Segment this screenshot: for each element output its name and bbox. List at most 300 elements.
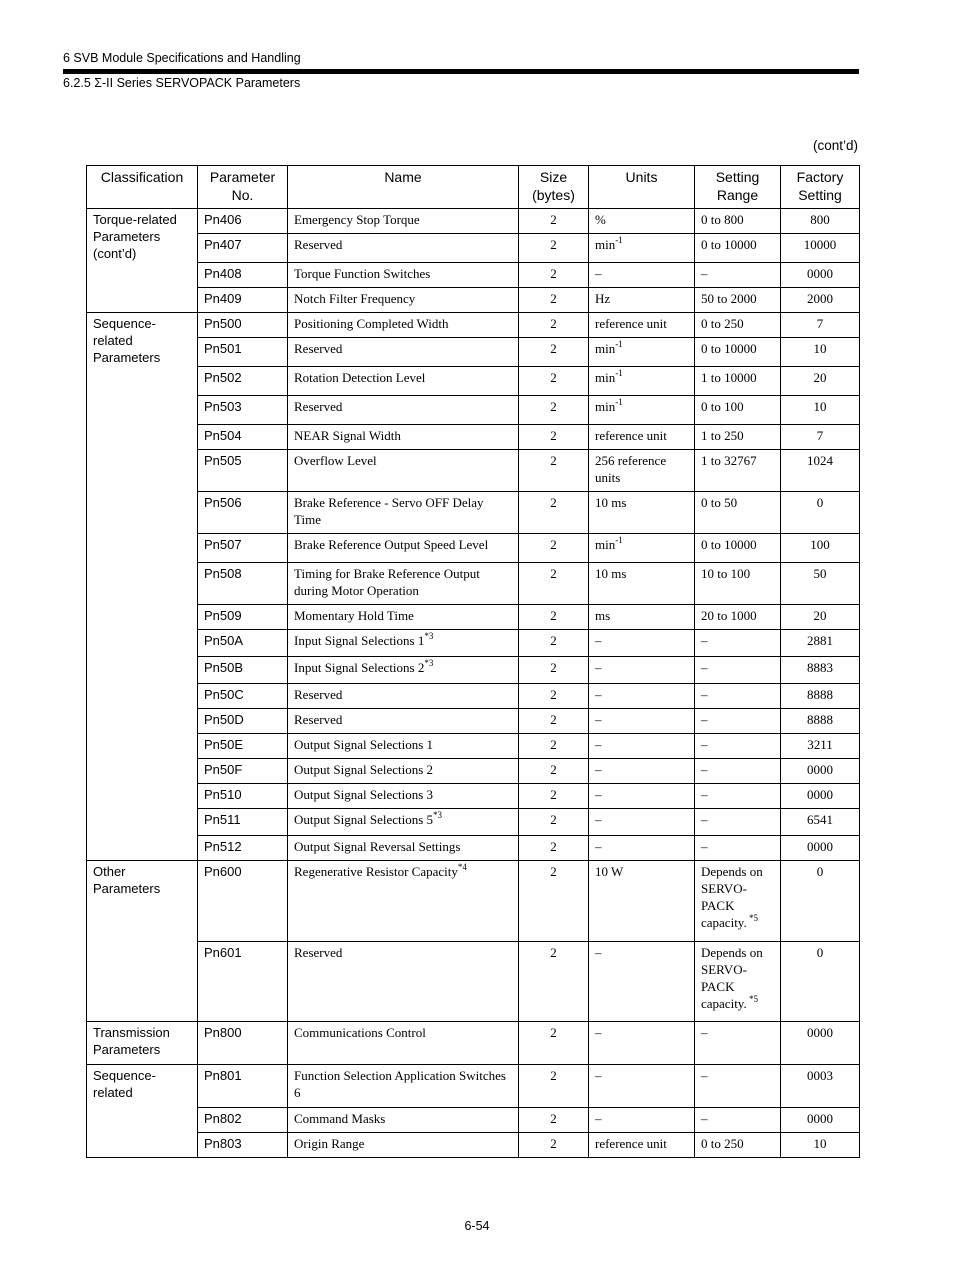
col-header-units: Units <box>589 166 695 209</box>
setting-range-cell-text: 10 to 100 <box>701 566 751 581</box>
units-cell <box>589 605 695 630</box>
factory-setting-cell <box>781 784 860 809</box>
factory-setting-cell-text: 10000 <box>803 237 837 252</box>
setting-range-cell-text: 1 to 10000 <box>701 370 757 385</box>
name-cell-text: NEAR Signal Width <box>294 428 401 443</box>
size-cell-text: 2 <box>550 1068 557 1083</box>
name-cell <box>288 492 519 534</box>
factory-setting-cell-text: 10 <box>813 399 827 414</box>
parameter-no-cell <box>198 1065 288 1108</box>
units-cell-text: – <box>595 1025 602 1040</box>
setting-range-cell-text: – <box>701 660 708 675</box>
factory-setting-cell-text: 0 <box>816 495 824 510</box>
setting-range-cell-text: 0 to 250 <box>701 1136 744 1151</box>
factory-setting-cell-text: 8888 <box>807 687 833 702</box>
factory-setting-cell <box>781 288 860 313</box>
parameter-no-cell-text: Pn50B <box>204 660 244 675</box>
factory-setting-cell-text: 8888 <box>807 712 833 727</box>
units-cell-text: reference unit <box>595 1136 667 1151</box>
size-cell <box>519 313 589 338</box>
units-cell <box>589 450 695 492</box>
table-row <box>87 425 860 450</box>
classification-cell-text: Sequence-related Parameters <box>93 316 161 365</box>
setting-range-cell <box>695 630 781 657</box>
parameter-no-cell-text: Pn409 <box>204 291 242 306</box>
units-cell <box>589 313 695 338</box>
setting-range-cell-text: – <box>701 1025 708 1040</box>
units-cell <box>589 630 695 657</box>
table-row <box>87 1108 860 1133</box>
units-cell-footnote: -1 <box>615 535 623 545</box>
factory-setting-cell <box>781 209 860 234</box>
name-cell <box>288 450 519 492</box>
parameter-no-cell-text: Pn803 <box>204 1136 242 1151</box>
units-cell-text: – <box>595 1111 602 1126</box>
setting-range-cell-text: – <box>701 687 708 702</box>
name-cell-text: Brake Reference - Servo OFF Delay Time <box>294 495 484 527</box>
units-cell <box>589 836 695 861</box>
setting-range-cell <box>695 396 781 425</box>
col-header-parameter-no: Parameter No. <box>198 166 288 209</box>
name-cell-footnote: *3 <box>424 631 434 641</box>
table-row <box>87 784 860 809</box>
name-cell-text: Momentary Hold Time <box>294 608 414 623</box>
size-cell <box>519 1022 589 1065</box>
name-cell-footnote: *3 <box>424 658 434 668</box>
units-cell <box>589 684 695 709</box>
factory-setting-cell-text: 2000 <box>807 291 833 306</box>
units-cell <box>589 396 695 425</box>
parameter-no-cell <box>198 425 288 450</box>
setting-range-cell-text: 0 to 10000 <box>701 341 757 356</box>
name-cell-text: Reserved <box>294 945 343 960</box>
factory-setting-cell-text: 10 <box>813 1136 827 1151</box>
table-row <box>87 563 860 605</box>
table-row <box>87 836 860 861</box>
size-cell <box>519 263 589 288</box>
units-cell <box>589 367 695 396</box>
factory-setting-cell-text: 0000 <box>807 1111 833 1126</box>
name-cell <box>288 942 519 1022</box>
setting-range-cell <box>695 734 781 759</box>
parameter-no-cell-text: Pn500 <box>204 316 242 331</box>
setting-range-cell <box>695 1065 781 1108</box>
setting-range-cell <box>695 313 781 338</box>
setting-range-cell <box>695 1133 781 1158</box>
setting-range-cell <box>695 605 781 630</box>
page-number: 6-54 <box>464 1219 490 1233</box>
factory-setting-cell <box>781 450 860 492</box>
factory-setting-cell-text: 8883 <box>807 660 833 675</box>
units-cell <box>589 288 695 313</box>
size-cell-text: 2 <box>550 370 557 385</box>
parameter-no-cell-text: Pn50C <box>204 687 244 702</box>
units-cell-text: – <box>595 712 602 727</box>
parameter-no-cell-text: Pn502 <box>204 370 242 385</box>
parameter-no-cell <box>198 734 288 759</box>
name-cell-text: Input Signal Selections 1 <box>294 633 425 648</box>
name-cell <box>288 605 519 630</box>
factory-setting-cell <box>781 942 860 1022</box>
factory-setting-cell <box>781 861 860 942</box>
units-cell-footnote: -1 <box>615 368 623 378</box>
name-cell-text: Brake Reference Output Speed Level <box>294 537 489 552</box>
table-row <box>87 942 860 1022</box>
parameter-table <box>86 165 860 1158</box>
setting-range-cell <box>695 288 781 313</box>
name-cell-text: Output Signal Reversal Settings <box>294 839 461 854</box>
setting-range-cell-text: – <box>701 1068 708 1083</box>
factory-setting-cell-text: 7 <box>816 316 824 331</box>
setting-range-cell <box>695 492 781 534</box>
name-cell <box>288 288 519 313</box>
size-cell-text: 2 <box>550 660 557 675</box>
factory-setting-cell <box>781 605 860 630</box>
setting-range-cell-text: Depends on SERVO-PACK capacity. <box>701 945 763 1011</box>
units-cell-text: – <box>595 1068 602 1083</box>
factory-setting-cell <box>781 563 860 605</box>
table-header-row <box>87 166 860 209</box>
parameter-no-cell-text: Pn407 <box>204 237 242 252</box>
parameter-no-cell-text: Pn504 <box>204 428 242 443</box>
setting-range-cell <box>695 784 781 809</box>
size-cell <box>519 709 589 734</box>
factory-setting-cell <box>781 425 860 450</box>
size-cell <box>519 630 589 657</box>
factory-setting-cell <box>781 1022 860 1065</box>
parameter-no-cell <box>198 313 288 338</box>
size-cell <box>519 492 589 534</box>
name-cell-text: Function Selection Application Switches 6 <box>294 1068 506 1100</box>
size-cell-text: 2 <box>550 212 557 227</box>
table-row <box>87 338 860 367</box>
units-cell-text: – <box>595 660 602 675</box>
setting-range-cell-text: – <box>701 787 708 802</box>
factory-setting-cell-text: 2881 <box>807 633 833 648</box>
parameter-no-cell <box>198 288 288 313</box>
parameter-no-cell <box>198 1108 288 1133</box>
units-cell-text: – <box>595 945 602 960</box>
factory-setting-cell-text: 0000 <box>807 1025 833 1040</box>
units-cell-text: – <box>595 839 602 854</box>
factory-setting-cell <box>781 1065 860 1108</box>
parameter-no-cell <box>198 563 288 605</box>
size-cell <box>519 605 589 630</box>
name-cell <box>288 313 519 338</box>
name-cell-text: Rotation Detection Level <box>294 370 426 385</box>
size-cell-text: 2 <box>550 812 557 827</box>
size-cell <box>519 657 589 684</box>
parameter-no-cell-text: Pn801 <box>204 1068 242 1083</box>
units-cell-text: – <box>595 787 602 802</box>
col-header-factory-setting: Factory Setting <box>781 166 860 209</box>
size-cell-text: 2 <box>550 608 557 623</box>
size-cell <box>519 784 589 809</box>
parameter-no-cell-text: Pn503 <box>204 399 242 414</box>
units-cell-footnote: -1 <box>615 397 623 407</box>
size-cell <box>519 861 589 942</box>
factory-setting-cell-text: 20 <box>813 608 827 623</box>
table-row <box>87 450 860 492</box>
parameter-no-cell <box>198 1133 288 1158</box>
table-row <box>87 288 860 313</box>
parameter-no-cell-text: Pn406 <box>204 212 242 227</box>
table-row <box>87 367 860 396</box>
units-cell-text: min <box>595 341 616 356</box>
parameter-no-cell <box>198 534 288 563</box>
name-cell <box>288 734 519 759</box>
parameter-no-cell <box>198 784 288 809</box>
size-cell-text: 2 <box>550 1111 557 1126</box>
factory-setting-cell-text: 0000 <box>807 762 833 777</box>
table-row <box>87 809 860 836</box>
units-cell <box>589 492 695 534</box>
size-cell <box>519 836 589 861</box>
table-row <box>87 534 860 563</box>
parameter-no-cell-text: Pn510 <box>204 787 242 802</box>
size-cell-text: 2 <box>550 399 557 414</box>
setting-range-cell <box>695 657 781 684</box>
parameter-no-cell-text: Pn601 <box>204 945 242 960</box>
parameter-no-cell <box>198 605 288 630</box>
table-row <box>87 234 860 263</box>
parameter-no-cell-text: Pn50D <box>204 712 244 727</box>
name-cell <box>288 234 519 263</box>
name-cell <box>288 396 519 425</box>
units-cell <box>589 759 695 784</box>
setting-range-cell <box>695 942 781 1022</box>
setting-range-cell <box>695 809 781 836</box>
units-cell-footnote: -1 <box>615 339 623 349</box>
factory-setting-cell <box>781 759 860 784</box>
units-cell <box>589 1133 695 1158</box>
name-cell-text: Reserved <box>294 341 343 356</box>
size-cell-text: 2 <box>550 787 557 802</box>
name-cell <box>288 684 519 709</box>
units-cell <box>589 263 695 288</box>
parameter-no-cell-text: Pn509 <box>204 608 242 623</box>
name-cell <box>288 534 519 563</box>
size-cell-text: 2 <box>550 341 557 356</box>
name-cell-text: Reserved <box>294 712 343 727</box>
table-row <box>87 1022 860 1065</box>
parameter-no-cell-text: Pn507 <box>204 537 242 552</box>
size-cell-text: 2 <box>550 266 557 281</box>
factory-setting-cell <box>781 709 860 734</box>
parameter-no-cell <box>198 684 288 709</box>
setting-range-cell <box>695 759 781 784</box>
parameter-no-cell-text: Pn600 <box>204 864 242 879</box>
units-cell-text: 10 ms <box>595 495 627 510</box>
name-cell <box>288 1108 519 1133</box>
table-row <box>87 492 860 534</box>
setting-range-cell-text: – <box>701 839 708 854</box>
factory-setting-cell <box>781 657 860 684</box>
classification-cell-text: Sequence-related <box>93 1068 156 1100</box>
factory-setting-cell <box>781 630 860 657</box>
setting-range-cell <box>695 209 781 234</box>
units-cell-text: reference unit <box>595 428 667 443</box>
factory-setting-cell-text: 50 <box>813 566 827 581</box>
size-cell <box>519 367 589 396</box>
units-cell <box>589 942 695 1022</box>
size-cell-text: 2 <box>550 237 557 252</box>
size-cell-text: 2 <box>550 687 557 702</box>
size-cell <box>519 809 589 836</box>
table-row <box>87 605 860 630</box>
parameter-no-cell <box>198 367 288 396</box>
setting-range-cell-text: 0 to 50 <box>701 495 738 510</box>
classification-cell <box>87 313 198 861</box>
factory-setting-cell <box>781 836 860 861</box>
factory-setting-cell <box>781 734 860 759</box>
parameter-no-cell-text: Pn506 <box>204 495 242 510</box>
units-cell <box>589 209 695 234</box>
parameter-no-cell-text: Pn511 <box>204 812 241 827</box>
name-cell-text: Timing for Brake Reference Output during Motor Operation <box>294 566 480 598</box>
table-row <box>87 734 860 759</box>
table-row <box>87 1065 860 1108</box>
classification-cell <box>87 1065 198 1158</box>
factory-setting-cell-text: 0000 <box>807 787 833 802</box>
setting-range-cell-text: – <box>701 266 708 281</box>
factory-setting-cell <box>781 313 860 338</box>
col-header-classification: Classification <box>87 166 198 209</box>
parameter-no-cell <box>198 209 288 234</box>
name-cell-text: Reserved <box>294 237 343 252</box>
name-cell-text: Notch Filter Frequency <box>294 291 416 306</box>
units-cell-text: – <box>595 762 602 777</box>
parameter-no-cell <box>198 234 288 263</box>
units-cell <box>589 338 695 367</box>
setting-range-cell <box>695 836 781 861</box>
units-cell <box>589 657 695 684</box>
size-cell-text: 2 <box>550 428 557 443</box>
setting-range-cell <box>695 534 781 563</box>
parameter-no-cell-text: Pn508 <box>204 566 242 581</box>
factory-setting-cell-text: 0 <box>816 864 824 879</box>
col-header-size: Size (bytes) <box>519 166 589 209</box>
table-row <box>87 630 860 657</box>
factory-setting-cell <box>781 684 860 709</box>
parameter-no-cell-text: Pn800 <box>204 1025 242 1040</box>
setting-range-cell-text: – <box>701 737 708 752</box>
size-cell <box>519 396 589 425</box>
continued-label: (cont’d) <box>812 138 858 153</box>
name-cell <box>288 657 519 684</box>
parameter-no-cell-text: Pn501 <box>204 341 242 356</box>
name-cell <box>288 630 519 657</box>
name-cell <box>288 1065 519 1108</box>
setting-range-cell-text: – <box>701 812 708 827</box>
size-cell-text: 2 <box>550 453 557 468</box>
name-cell-text: Overflow Level <box>294 453 377 468</box>
table-row <box>87 1133 860 1158</box>
setting-range-cell <box>695 367 781 396</box>
factory-setting-cell-text: 6541 <box>807 812 833 827</box>
units-cell <box>589 861 695 942</box>
setting-range-cell-text: 20 to 1000 <box>701 608 757 623</box>
size-cell-text: 2 <box>550 1025 557 1040</box>
col-header-name: Name <box>288 166 519 209</box>
setting-range-cell-text: 0 to 800 <box>701 212 744 227</box>
size-cell <box>519 734 589 759</box>
name-cell-footnote: *4 <box>457 862 467 872</box>
parameter-no-cell-text: Pn50A <box>204 633 244 648</box>
size-cell <box>519 338 589 367</box>
size-cell-text: 2 <box>550 839 557 854</box>
size-cell-text: 2 <box>550 291 557 306</box>
name-cell-text: Command Masks <box>294 1111 386 1126</box>
size-cell-text: 2 <box>550 566 557 581</box>
setting-range-cell-text: – <box>701 633 708 648</box>
parameter-no-cell <box>198 396 288 425</box>
classification-cell-text: Transmission Parameters <box>93 1025 170 1057</box>
size-cell-text: 2 <box>550 945 557 960</box>
parameter-no-cell <box>198 338 288 367</box>
name-cell <box>288 338 519 367</box>
name-cell-text: Input Signal Selections 2 <box>294 660 425 675</box>
parameter-no-cell-text: Pn802 <box>204 1111 242 1126</box>
setting-range-cell <box>695 450 781 492</box>
factory-setting-cell <box>781 1108 860 1133</box>
units-cell <box>589 709 695 734</box>
name-cell <box>288 861 519 942</box>
factory-setting-cell-text: 1024 <box>807 453 833 468</box>
factory-setting-cell-text: 10 <box>813 341 827 356</box>
setting-range-cell <box>695 1022 781 1065</box>
size-cell-text: 2 <box>550 316 557 331</box>
units-cell-text: 256 reference units <box>595 453 667 485</box>
units-cell-text: – <box>595 266 602 281</box>
units-cell <box>589 1065 695 1108</box>
parameter-no-cell <box>198 450 288 492</box>
factory-setting-cell <box>781 1133 860 1158</box>
units-cell-text: reference unit <box>595 316 667 331</box>
name-cell <box>288 263 519 288</box>
name-cell-footnote: *3 <box>433 810 443 820</box>
setting-range-cell-text: – <box>701 712 708 727</box>
factory-setting-cell-text: 7 <box>816 428 824 443</box>
name-cell <box>288 563 519 605</box>
parameter-no-cell <box>198 263 288 288</box>
setting-range-cell <box>695 263 781 288</box>
units-cell <box>589 1108 695 1133</box>
name-cell-text: Output Signal Selections 2 <box>294 762 434 777</box>
setting-range-cell-text: – <box>701 1111 708 1126</box>
size-cell <box>519 942 589 1022</box>
setting-range-cell <box>695 861 781 942</box>
setting-range-cell <box>695 425 781 450</box>
name-cell <box>288 784 519 809</box>
header-rule <box>63 69 859 74</box>
factory-setting-cell-text: 0000 <box>807 266 833 281</box>
table-row <box>87 657 860 684</box>
size-cell-text: 2 <box>550 712 557 727</box>
size-cell <box>519 684 589 709</box>
name-cell-text: Origin Range <box>294 1136 365 1151</box>
units-cell <box>589 784 695 809</box>
size-cell-text: 2 <box>550 1136 557 1151</box>
name-cell-text: Output Signal Selections 5 <box>294 812 434 827</box>
parameter-no-cell <box>198 861 288 942</box>
size-cell <box>519 209 589 234</box>
name-cell <box>288 809 519 836</box>
parameter-no-cell-text: Pn50E <box>204 737 244 752</box>
units-cell <box>589 425 695 450</box>
size-cell-text: 2 <box>550 495 557 510</box>
setting-range-cell-text: 0 to 10000 <box>701 237 757 252</box>
